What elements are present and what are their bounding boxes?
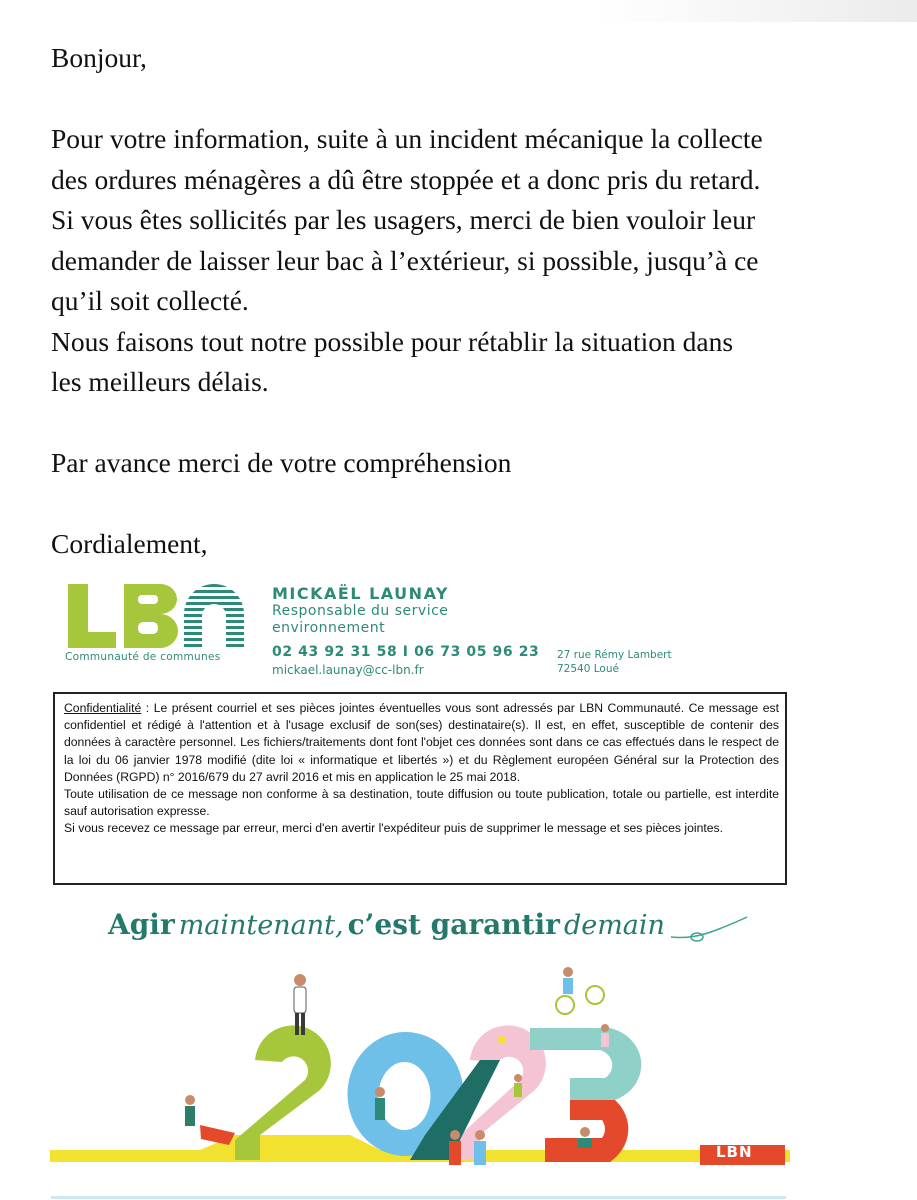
body-line: qu’il soit collecté. — [51, 285, 249, 316]
logo-letter-n — [184, 584, 244, 648]
digit-3-top — [530, 1028, 641, 1100]
banner-word-demain: demain — [563, 910, 665, 941]
banner-title — [108, 908, 749, 945]
logo-subtitle: Communauté de communes — [65, 651, 221, 663]
banner-word-agir: Agir — [108, 908, 175, 941]
banner-word-maintenant: maintenant, — [178, 910, 344, 941]
banner-brand: LBN — [716, 1143, 753, 1161]
banner-word-garantir: c’est garantir — [347, 908, 560, 941]
logo-letter-b — [124, 584, 178, 648]
email-signature — [60, 578, 780, 688]
thanks-line: Par avance merci de votre compréhension — [51, 447, 512, 478]
greeting: Bonjour, — [51, 42, 147, 73]
email-body — [51, 38, 881, 565]
signature-address — [557, 648, 672, 676]
body-line: Pour votre information, suite à un incident mécanique la collecte — [51, 123, 763, 154]
closing-line: Cordialement, — [51, 528, 208, 559]
body-line: Nous faisons tout notre possible pour rétablir la situation dans — [51, 325, 734, 357]
signature-email-link[interactable]: mickael.launay@cc-lbn.fr — [272, 663, 424, 677]
signature-name: MICKAËL LAUNAY — [272, 584, 449, 603]
confidentiality-text3: Si vous recevez ce message par erreur, merci d'en avertir l'expéditeur puis de supprimer le message et ses pièces jointes. — [64, 821, 724, 836]
address-line2: 72540 Loué — [557, 663, 619, 675]
body-line: Si vous êtes sollicités par les usagers, merci de bien vouloir leur — [51, 204, 756, 235]
body-line: les meilleurs délais. — [51, 366, 269, 397]
confidentiality-text1: : Le présent courriel et ses pièces jointes éventuelles vous sont adressés par LBN Communauté. Ce message est confidentiel et rédigé à l'attention et à l'usage exclusif de son(ses) destinataire(s). Il est, en effet, susceptible de contenir des données à caractère personnel. Les fichiers/traitements dont font l'objet ces données sont dans ce cas effectués dans le respect de la loi du 06 janvier 1978 modifié (dite loi « informatique et libertés ») et du Règlement européen Général sur la Protection des Données (RGPD) n° 2016/679 du 27 avril 2016 et mis en application le 25 mai 2018. — [64, 701, 779, 784]
signature-role-line1: Responsable du service — [272, 603, 449, 619]
confidentiality-notice — [53, 692, 787, 885]
banner-image — [50, 900, 790, 1190]
body-line: demander de laisser leur bac à l’extérieur, si possible, jusqu’à ce — [51, 244, 759, 276]
logo-letter-l — [68, 584, 116, 648]
signature-role-line2: environnement — [272, 620, 386, 636]
swirl-icon — [669, 915, 749, 945]
signature-phones[interactable]: 02 43 92 31 58 I 06 73 05 96 23 — [272, 644, 540, 660]
address-line1: 27 rue Rémy Lambert — [557, 649, 672, 661]
confidentiality-label: Confidentialité — [64, 701, 142, 715]
bottom-divider — [51, 1196, 786, 1199]
confidentiality-text2: Toute utilisation de ce message non conforme à sa destination, toute diffusion ou toute publication, totale ou partielle, est interdite sauf autorisation expresse. — [64, 787, 779, 819]
year-illustration — [50, 950, 790, 1190]
top-shadow — [0, 0, 917, 22]
body-line: des ordures ménagères a dû être stoppée et a donc pris du retard. — [51, 163, 761, 195]
